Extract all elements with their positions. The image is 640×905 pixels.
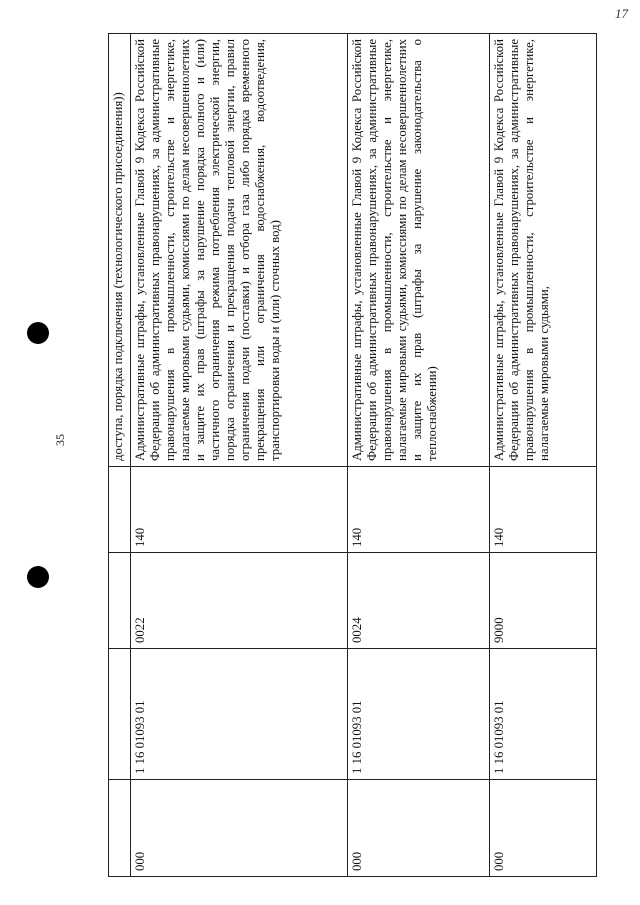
kbk-code-cell: 1 16 01093 01	[348, 649, 490, 780]
subcode-cell: 0022	[131, 553, 348, 649]
subcode-cell: 0024	[348, 553, 490, 649]
description-cell: Административные штрафы, установленные Главой 9 Кодекса Российской Федерации об административных правонарушениях, за административные правонарушения в промышленности, строительстве и энергетике, налагаемые мировыми судьями, комиссиями по делам несовершеннолетних и защите их прав (штрафы за нарушение порядка полного и (или) частичного ограничения режима потребления электрической энергии, порядка ограничения и прекращения подачи тепловой энергии, правил ограничения подачи (поставки) и отбора газа либо порядка временного прекращения или ограничения водоснабжения, водоотведения, транспортировки воды и (или) сточных вод)	[131, 34, 348, 467]
budget-code-table	[108, 33, 597, 877]
page-number: 35	[53, 434, 67, 446]
admin-code-cell: 000	[131, 780, 348, 877]
class-cell: 140	[490, 467, 597, 553]
table-row	[131, 34, 348, 877]
class-cell: 140	[348, 467, 490, 553]
description-cell: Административные штрафы, установленные Главой 9 Кодекса Российской Федерации об административных правонарушениях, за административные правонарушения в промышленности, строительстве и энергетике, налагаемые мировыми судьями, комиссиями по делам несовершеннолетних и защите их прав (штрафы за нарушение законодательства о теплоснабжении)	[348, 34, 490, 467]
table-cell	[109, 467, 131, 553]
admin-code-cell: 000	[490, 780, 597, 877]
page-corner-mark: 17	[615, 6, 628, 21]
table-row	[348, 34, 490, 877]
kbk-code-cell: 1 16 01093 01	[131, 649, 348, 780]
table-cell	[109, 553, 131, 649]
table-row	[490, 34, 597, 877]
continuation-text-cell: доступа, порядка подключения (технологического присоединения))	[109, 34, 131, 467]
table-cell	[109, 649, 131, 780]
description-cell: Административные штрафы, установленные Главой 9 Кодекса Российской Федерации об административных правонарушениях, за административные правонарушения в промышленности, строительстве и энергетике, налагаемые мировыми судьями,	[490, 34, 597, 467]
subcode-cell: 9000	[490, 553, 597, 649]
class-cell: 140	[131, 467, 348, 553]
punch-hole	[27, 566, 49, 588]
table-row-continuation	[109, 34, 131, 877]
punch-hole	[27, 322, 49, 344]
rotated-table-sheet	[108, 33, 596, 877]
admin-code-cell: 000	[348, 780, 490, 877]
kbk-code-cell: 1 16 01093 01	[490, 649, 597, 780]
table-cell	[109, 780, 131, 877]
